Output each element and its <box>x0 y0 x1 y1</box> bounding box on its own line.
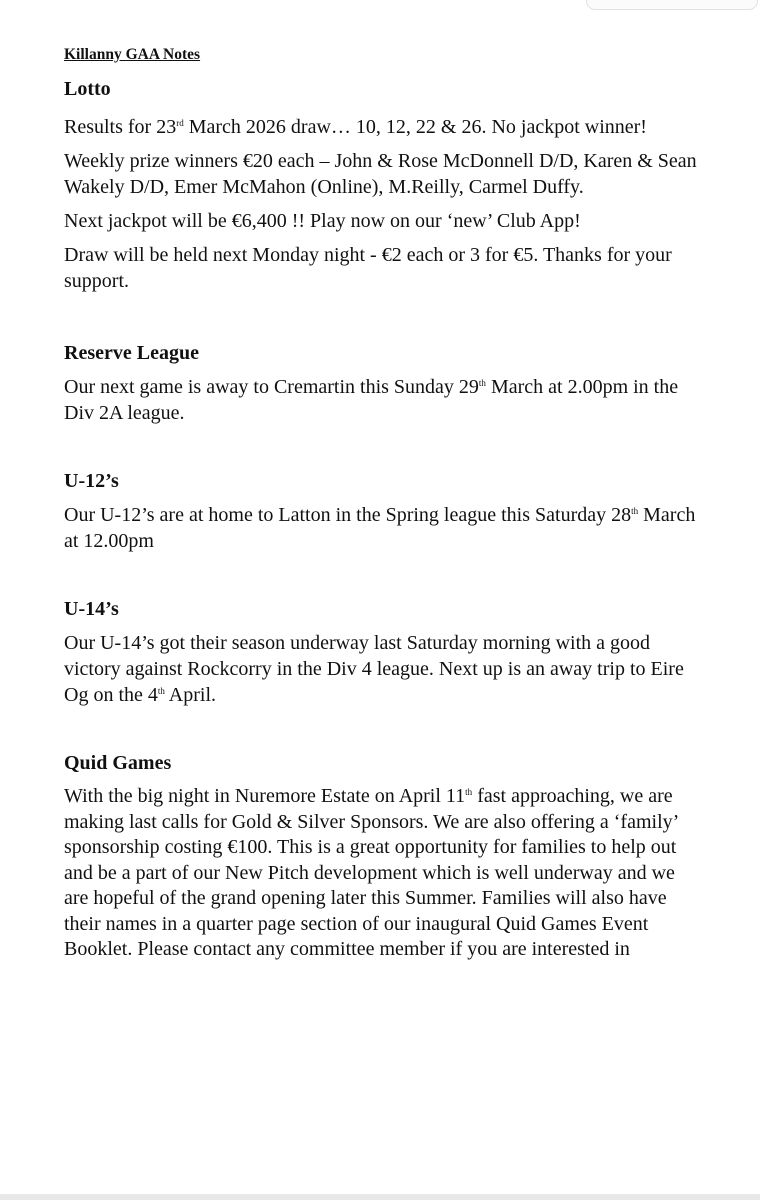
lotto-draw: Draw will be held next Monday night - €2 each or 3 for €5. Thanks for your support. <box>64 244 672 292</box>
section-reserve-league <box>64 340 704 426</box>
top-tab-edge <box>586 0 758 10</box>
reserve-text-b: March at 2.00pm in the Div 2A league. <box>64 376 679 424</box>
u14-text-a: Our U-14’s got their season underway last Saturday morning with a good victory against Rockcorry in the Div 4 league. Next up is an away trip to Eire Og on the 4 <box>64 632 684 706</box>
lotto-results-text-a: Results for 23 <box>64 116 177 138</box>
quid-games-heading: Quid Games <box>64 752 172 774</box>
section-lotto <box>64 76 704 294</box>
lotto-jackpot: Next jackpot will be €6,400 !! Play now on our ‘new’ Club App! <box>64 210 581 232</box>
lotto-results-ordinal: rd <box>176 118 184 128</box>
u14-ordinal: th <box>157 686 165 696</box>
reserve-text-a: Our next game is away to Cremartin this Sunday 29 <box>64 376 479 398</box>
u14-text-b: April. <box>164 684 217 706</box>
quid-text-b: fast approaching, we are making last calls for Gold & Silver Sponsors. We are also offering a ‘family’ sponsorship costing €100. This is a great opportunity for families to help out and be a part of our New Pitch development which is well underway and we are hopeful of the grand opening later this Summer. Families will also have their names in a quarter page section of our inaugural Quid Games Event Booklet. Please contact any committee member if you are interested in <box>64 785 678 960</box>
quid-games-text <box>64 784 704 963</box>
lotto-heading: Lotto <box>64 78 111 100</box>
quid-ordinal: th <box>465 787 473 797</box>
section-u14 <box>64 596 704 708</box>
reserve-ordinal: th <box>478 378 486 388</box>
section-u12 <box>64 468 704 554</box>
u12-text <box>64 502 704 554</box>
document-title: Killanny GAA Notes <box>64 46 201 63</box>
u14-text <box>64 630 704 708</box>
document-page <box>64 44 704 963</box>
u12-text-b: March at 12.00pm <box>64 504 696 552</box>
u12-heading: U-12’s <box>64 470 119 492</box>
reserve-league-text <box>64 374 704 426</box>
u14-heading: U-14’s <box>64 598 119 620</box>
lotto-results <box>64 114 704 140</box>
lotto-winners: Weekly prize winners €20 each – John & Rose McDonnell D/D, Karen & Sean Wakely D/D, Emer McMahon (Online), M.Reilly, Carmel Duffy. <box>64 150 697 198</box>
lotto-results-text-b: March 2026 draw… 10, 12, 22 & 26. No jackpot winner! <box>183 116 647 138</box>
u12-text-a: Our U-12’s are at home to Latton in the Spring league this Saturday 28 <box>64 504 632 526</box>
u12-ordinal: th <box>631 506 639 516</box>
reserve-league-heading: Reserve League <box>64 342 199 364</box>
bottom-scroll-edge <box>0 1194 760 1200</box>
section-quid-games <box>64 750 704 963</box>
quid-text-a: With the big night in Nuremore Estate on April 11 <box>64 785 466 807</box>
